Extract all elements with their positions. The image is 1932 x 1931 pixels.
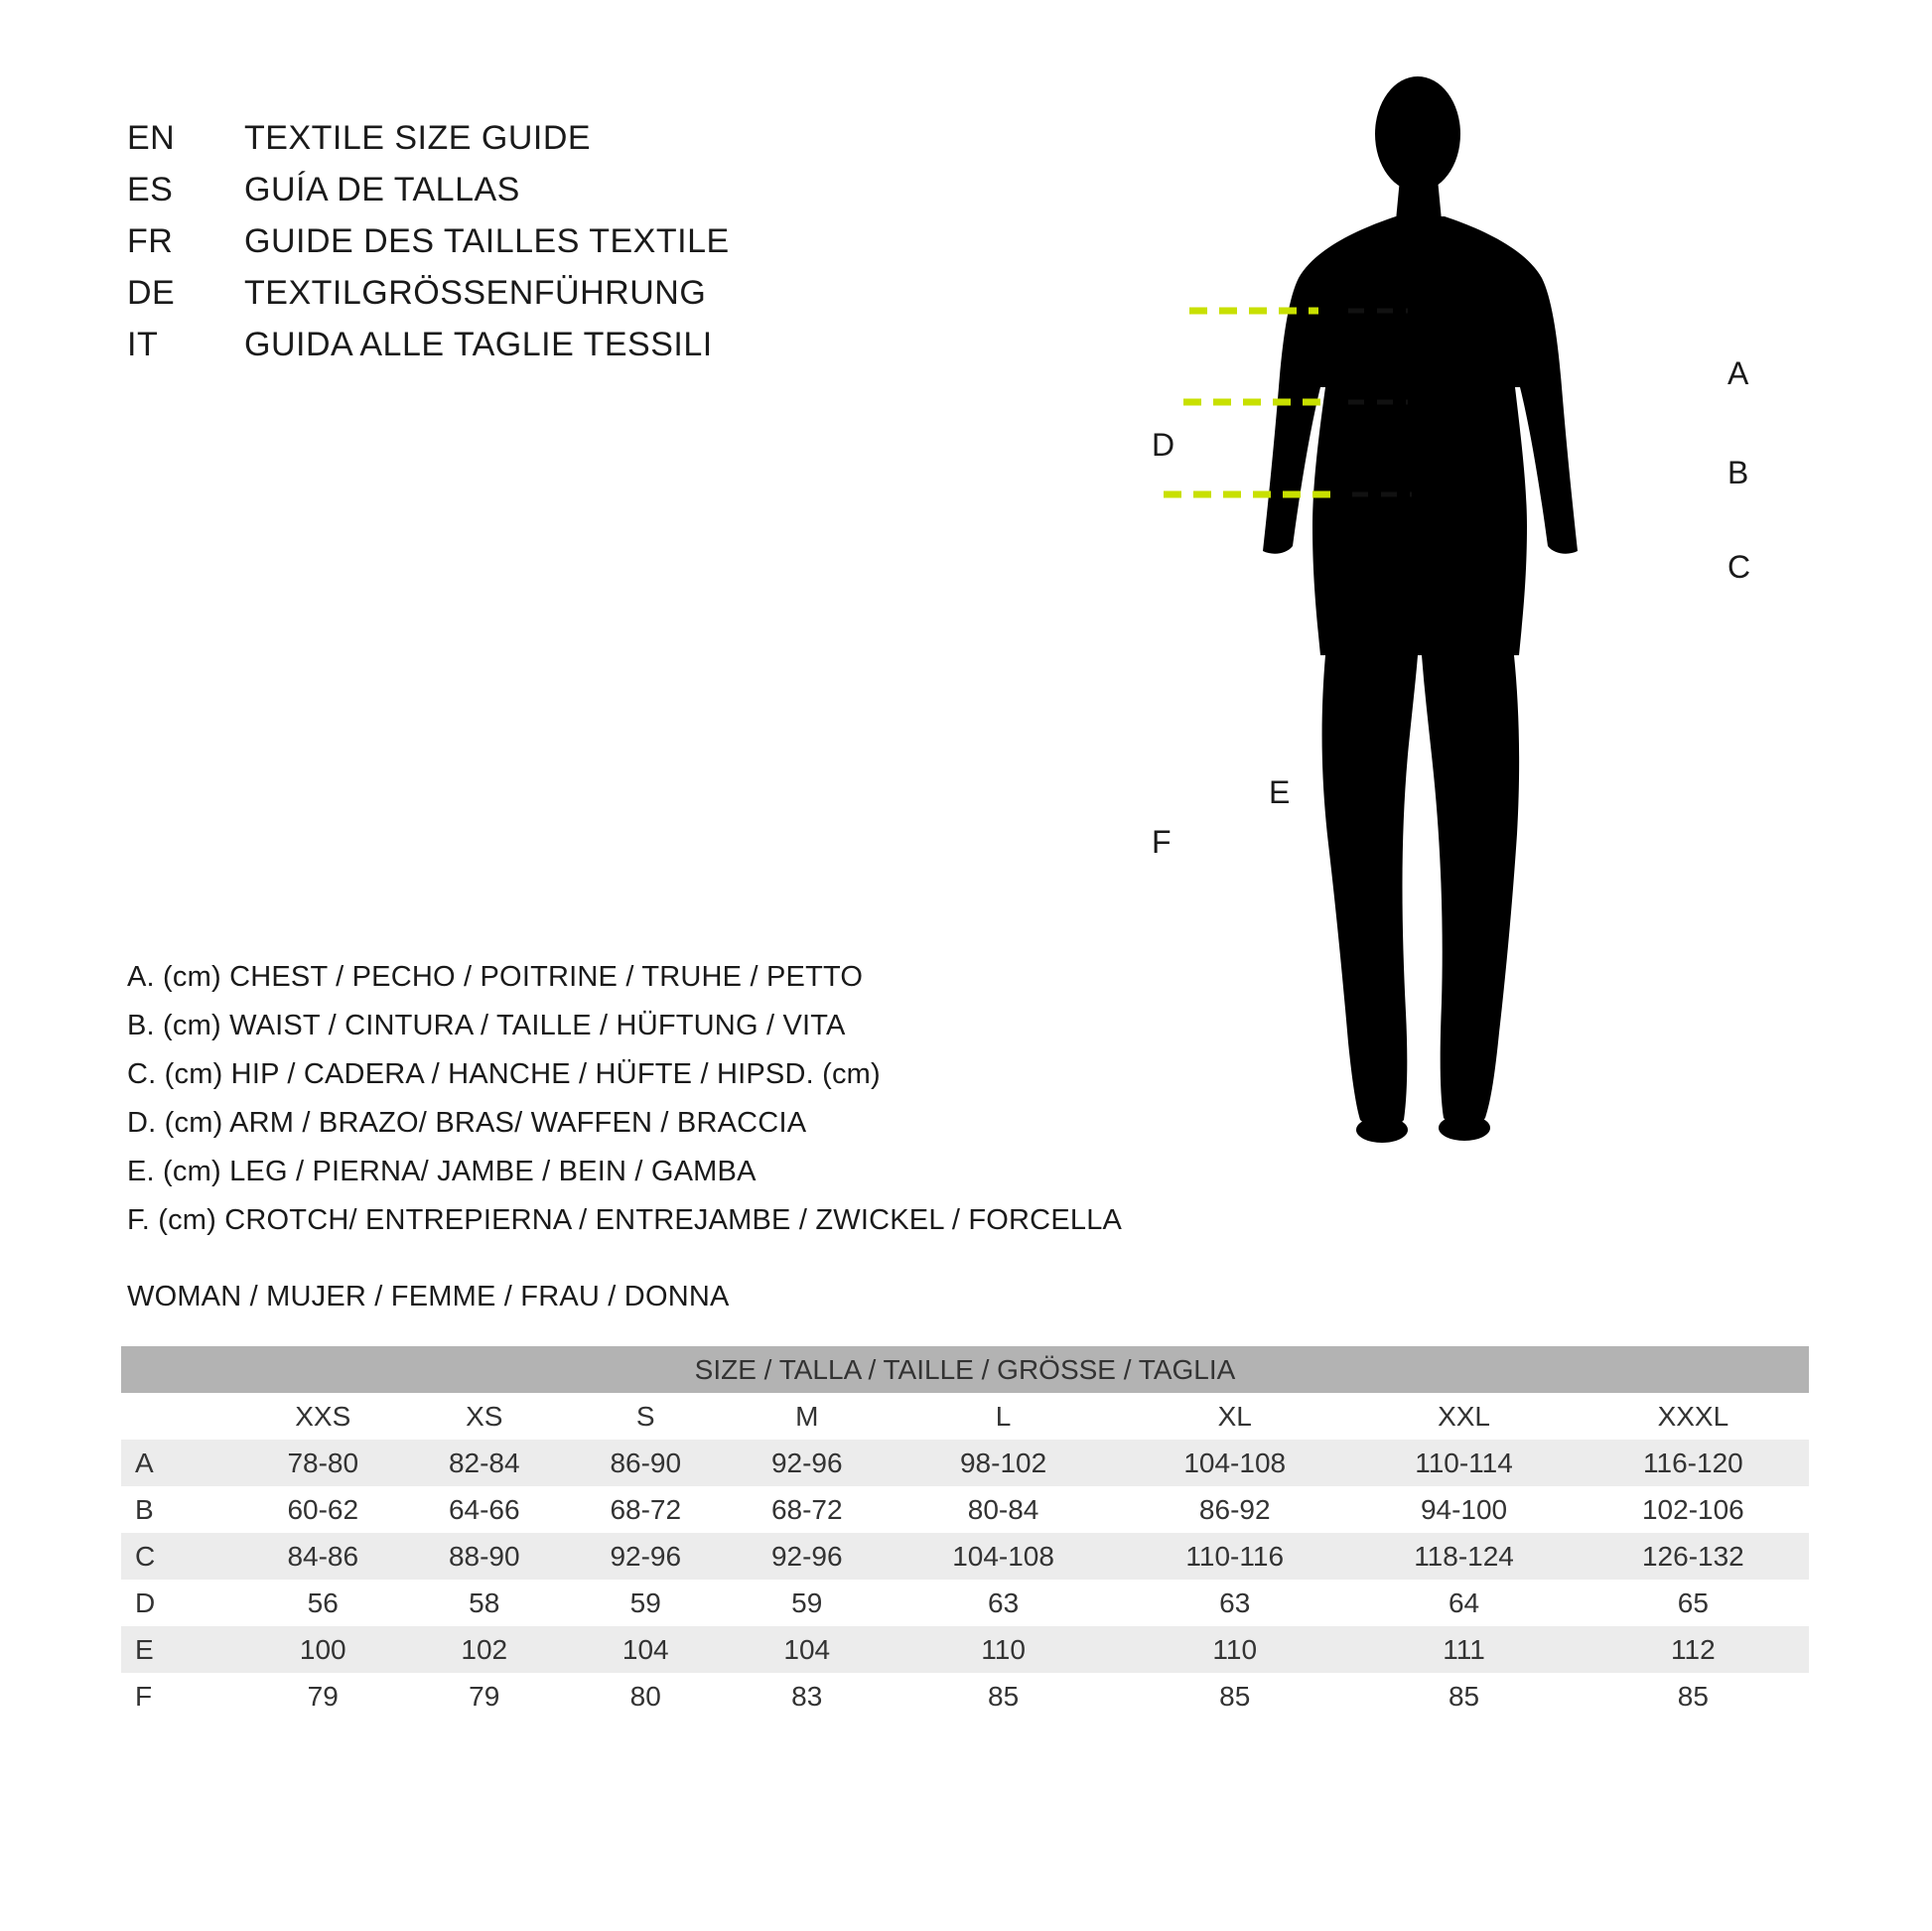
table-row	[121, 1673, 1809, 1720]
table-band-row	[121, 1346, 1809, 1393]
table-corner-cell	[121, 1393, 242, 1440]
table-cell: 118-124	[1350, 1533, 1577, 1580]
row-label: B	[121, 1486, 242, 1533]
title-block	[127, 119, 730, 377]
table-cell: 104	[565, 1626, 727, 1673]
table-cell: 126-132	[1578, 1533, 1809, 1580]
title-text: GUIDE DES TAILLES TEXTILE	[244, 222, 730, 260]
title-row	[127, 119, 730, 171]
label-b: B	[1727, 455, 1749, 490]
table-cell: 86-92	[1119, 1486, 1350, 1533]
title-row	[127, 222, 730, 274]
table-col-header: XS	[404, 1393, 566, 1440]
table-cell: 83	[727, 1673, 889, 1720]
table-cell: 56	[242, 1580, 404, 1626]
title-text: GUÍA DE TALLAS	[244, 171, 520, 208]
label-d: D	[1152, 427, 1175, 463]
table-cell: 102-106	[1578, 1486, 1809, 1533]
table-col-header: XXS	[242, 1393, 404, 1440]
table-cell: 63	[888, 1580, 1119, 1626]
title-lang-code: FR	[127, 222, 174, 260]
table-col-header: M	[727, 1393, 889, 1440]
table-cell: 100	[242, 1626, 404, 1673]
row-label: D	[121, 1580, 242, 1626]
table-cell: 79	[242, 1673, 404, 1720]
table-cell: 92-96	[727, 1440, 889, 1486]
title-row	[127, 171, 730, 222]
label-f: F	[1152, 824, 1172, 860]
row-label: F	[121, 1673, 242, 1720]
row-label: A	[121, 1440, 242, 1486]
title-text: TEXTILGRÖSSENFÜHRUNG	[244, 274, 707, 312]
table-cell: 104	[727, 1626, 889, 1673]
title-lang-code: IT	[127, 326, 159, 363]
table-col-header: S	[565, 1393, 727, 1440]
table-cell: 85	[1578, 1673, 1809, 1720]
table-cell: 78-80	[242, 1440, 404, 1486]
table-cell: 92-96	[565, 1533, 727, 1580]
table-col-header: XXXL	[1578, 1393, 1809, 1440]
table-cell: 102	[404, 1626, 566, 1673]
table-cell: 84-86	[242, 1533, 404, 1580]
table-cell: 63	[1119, 1580, 1350, 1626]
table-cell: 85	[1350, 1673, 1577, 1720]
female-silhouette-icon	[1263, 76, 1578, 1143]
table-cell: 88-90	[404, 1533, 566, 1580]
table-row	[121, 1486, 1809, 1533]
table-cell: 58	[404, 1580, 566, 1626]
table-cell: 79	[404, 1673, 566, 1720]
title-lang-code: ES	[127, 171, 174, 208]
table-row	[121, 1533, 1809, 1580]
group-title: WOMAN / MUJER / FEMME / FRAU / DONNA	[127, 1281, 730, 1312]
title-lang-code: DE	[127, 274, 176, 312]
table-cell: 80	[565, 1673, 727, 1720]
size-table	[121, 1346, 1809, 1720]
size-table-wrapper	[121, 1346, 1809, 1720]
measurement-diagram	[1122, 60, 1906, 1181]
title-row	[127, 326, 730, 377]
table-cell: 110-114	[1350, 1440, 1577, 1486]
table-col-header: XL	[1119, 1393, 1350, 1440]
table-cell: 116-120	[1578, 1440, 1809, 1486]
table-cell: 64	[1350, 1580, 1577, 1626]
table-cell: 92-96	[727, 1533, 889, 1580]
table-cell: 82-84	[404, 1440, 566, 1486]
table-cell: 68-72	[727, 1486, 889, 1533]
title-text: TEXTILE SIZE GUIDE	[244, 119, 592, 157]
legend-block	[127, 953, 1122, 1245]
table-col-header: L	[888, 1393, 1119, 1440]
label-a: A	[1727, 355, 1749, 391]
legend-item-c: C. (cm) HIP / CADERA / HANCHE / HÜFTE / HIPSD. (cm)	[127, 1058, 881, 1090]
table-cell: 110	[888, 1626, 1119, 1673]
table-cell: 94-100	[1350, 1486, 1577, 1533]
title-lang-code: EN	[127, 119, 176, 157]
title-row	[127, 274, 730, 326]
table-cell: 68-72	[565, 1486, 727, 1533]
table-cell: 85	[888, 1673, 1119, 1720]
table-row	[121, 1440, 1809, 1486]
legend-item-a: A. (cm) CHEST / PECHO / POITRINE / TRUHE / PETTO	[127, 961, 864, 993]
table-row	[121, 1626, 1809, 1673]
table-cell: 104-108	[888, 1533, 1119, 1580]
row-label: E	[121, 1626, 242, 1673]
table-cell: 104-108	[1119, 1440, 1350, 1486]
table-row	[121, 1580, 1809, 1626]
table-band-label: SIZE / TALLA / TAILLE / GRÖSSE / TAGLIA	[121, 1346, 1809, 1393]
table-cell: 111	[1350, 1626, 1577, 1673]
table-cell: 65	[1578, 1580, 1809, 1626]
table-cell: 110	[1119, 1626, 1350, 1673]
legend-item-d: D. (cm) ARM / BRAZO/ BRAS/ WAFFEN / BRACCIA	[127, 1107, 807, 1139]
table-cell: 85	[1119, 1673, 1350, 1720]
table-cell: 60-62	[242, 1486, 404, 1533]
legend-item-f: F. (cm) CROTCH/ ENTREPIERNA / ENTREJAMBE / ZWICKEL / FORCELLA	[127, 1204, 1123, 1236]
title-text: GUIDA ALLE TAGLIE TESSILI	[244, 326, 713, 363]
table-col-header: XXL	[1350, 1393, 1577, 1440]
table-cell: 59	[565, 1580, 727, 1626]
label-e: E	[1269, 774, 1291, 810]
legend-item-b: B. (cm) WAIST / CINTURA / TAILLE / HÜFTUNG / VITA	[127, 1010, 846, 1041]
table-cell: 80-84	[888, 1486, 1119, 1533]
table-cell: 86-90	[565, 1440, 727, 1486]
table-cell: 59	[727, 1580, 889, 1626]
table-cell: 98-102	[888, 1440, 1119, 1486]
row-label: C	[121, 1533, 242, 1580]
legend-item-e: E. (cm) LEG / PIERNA/ JAMBE / BEIN / GAMBA	[127, 1156, 757, 1187]
label-c: C	[1727, 549, 1751, 585]
table-cell: 112	[1578, 1626, 1809, 1673]
table-cell: 110-116	[1119, 1533, 1350, 1580]
table-cell: 64-66	[404, 1486, 566, 1533]
table-header-row	[121, 1393, 1809, 1440]
